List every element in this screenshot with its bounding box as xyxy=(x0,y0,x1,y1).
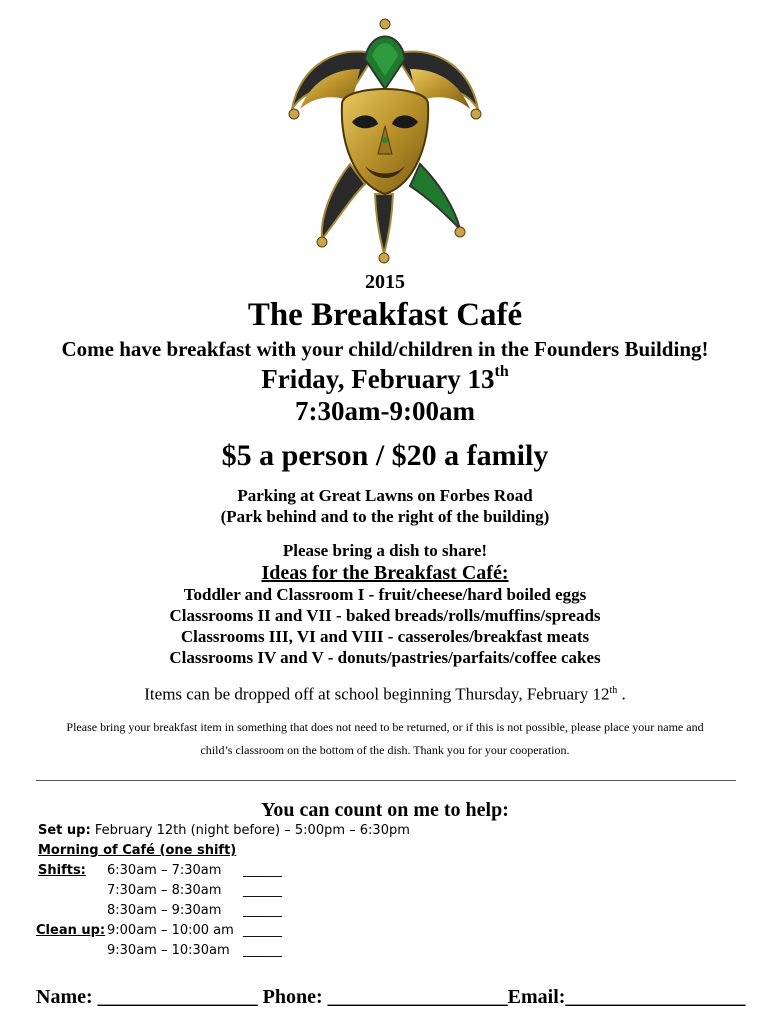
note-line-2: child’s classroom on the bottom of the dish. Thank you for your cooperation. xyxy=(200,743,570,757)
idea-item: Classrooms II and VII - baked breads/rolls/muffins/spreads xyxy=(169,606,601,625)
shift-signup-blank[interactable]: ______ xyxy=(243,863,282,878)
parking-line-1: Parking at Great Lawns on Forbes Road xyxy=(237,486,533,505)
event-price: $5 a person / $20 a family xyxy=(221,439,549,472)
setup-text: February 12th (night before) – 5:00pm – 6:30pm xyxy=(94,823,410,838)
jester-mask-image xyxy=(280,14,490,266)
shift-time: 7:30am – 8:30am xyxy=(107,883,222,898)
dish-request: Please bring a dish to share! xyxy=(282,541,488,560)
parking-line-2: (Park behind and to the right of the building) xyxy=(220,507,550,526)
ideas-heading: Ideas for the Breakfast Café: xyxy=(261,562,509,584)
shifts-label: Shifts: xyxy=(38,863,86,878)
idea-item: Classrooms IV and V - donuts/pastries/parfaits/coffee cakes xyxy=(169,648,601,667)
event-time: 7:30am-9:00am xyxy=(295,396,475,426)
email-field[interactable]: __________________ xyxy=(565,986,746,1008)
name-label: Name: xyxy=(36,986,93,1008)
setup-row xyxy=(38,821,410,841)
event-subtitle: Come have breakfast with your child/children in the Founders Building! xyxy=(61,337,709,361)
cleanup-label: Clean up: xyxy=(36,923,106,938)
divider xyxy=(36,780,736,781)
idea-item: Toddler and Classroom I - fruit/cheese/hard boiled eggs xyxy=(183,585,587,604)
shift-signup-blank[interactable]: ______ xyxy=(243,883,282,898)
cleanup-time: 9:30am – 10:30am xyxy=(107,943,230,958)
name-field[interactable]: ________________ xyxy=(97,986,258,1008)
dropoff-text xyxy=(0,680,770,706)
shift-time: 6:30am – 7:30am xyxy=(107,863,222,878)
dropoff-suffix: th xyxy=(609,685,618,696)
cleanup-signup-blank[interactable]: ______ xyxy=(243,943,282,958)
event-date-suffix: th xyxy=(494,363,509,380)
event-date xyxy=(0,362,770,396)
signup-heading: You can count on me to help: xyxy=(261,799,509,821)
phone-label: Phone: xyxy=(262,986,323,1008)
note-line-1: Please bring your breakfast item in something that does not need to be returned, or if this is not possible, please place your name and xyxy=(66,720,704,734)
phone-field[interactable]: __________________ xyxy=(327,986,508,1008)
morning-label: Morning of Café (one shift) xyxy=(38,843,237,858)
dropoff-end: . xyxy=(621,684,626,704)
shift-time: 8:30am – 9:30am xyxy=(107,903,222,918)
dropoff-main: Items can be dropped off at school beginning Thursday, February 12 xyxy=(144,684,610,704)
cleanup-signup-blank[interactable]: ______ xyxy=(243,923,282,938)
event-year: 2015 xyxy=(365,271,405,293)
setup-label: Set up: xyxy=(38,823,91,838)
idea-item: Classrooms III, VI and VIII - casseroles/breakfast meats xyxy=(180,627,590,646)
contact-line xyxy=(36,984,745,1010)
email-label: Email: xyxy=(507,986,566,1008)
event-date-text: Friday, February 13 xyxy=(261,364,495,394)
event-title: The Breakfast Café xyxy=(247,297,523,333)
cleanup-time: 9:00am – 10:00 am xyxy=(107,923,234,938)
shift-signup-blank[interactable]: ______ xyxy=(243,903,282,918)
